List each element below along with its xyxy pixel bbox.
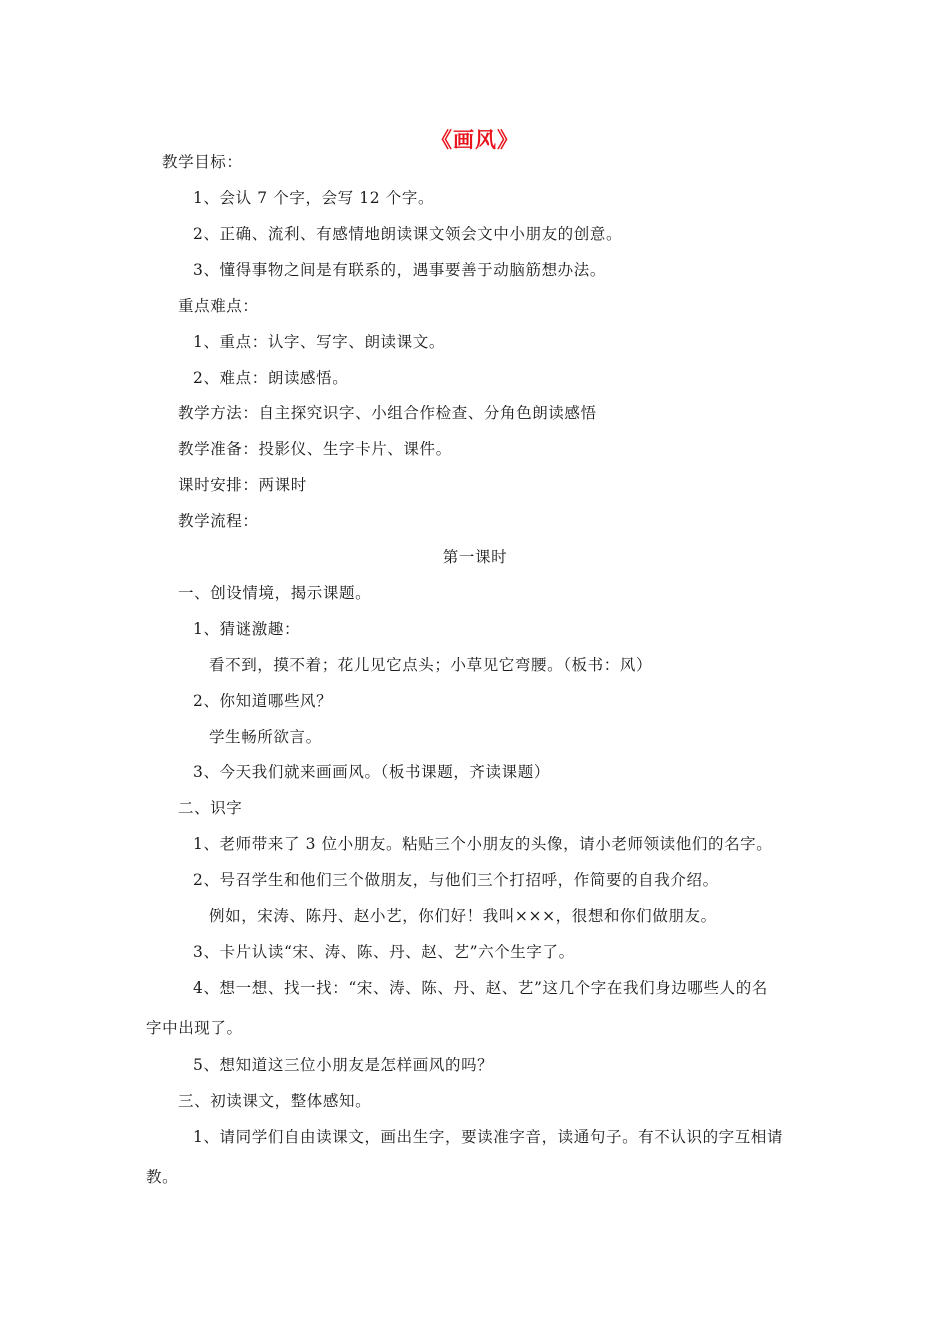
example-text: 例如，宋涛、陈丹、赵小艺，你们好！我叫×××，很想和你们做朋友。 — [209, 907, 717, 925]
objectives-heading: 教学目标： — [162, 153, 243, 171]
teaching-method: 教学方法：自主探究识字、小组合作检查、分角色朗读感悟 — [178, 404, 597, 422]
list-item-continuation: 字中出现了。 — [146, 1019, 243, 1037]
list-item: 1、请同学们自由读课文，画出生字，要读准字音，读通句子。有不认识的字互相请 — [193, 1128, 784, 1146]
flow-heading: 教学流程： — [178, 512, 259, 530]
list-item: 3、今天我们就来画画风。（板书课题，齐读课题） — [193, 763, 550, 781]
key-points-heading: 重点难点： — [178, 297, 259, 315]
list-item: 3、卡片认读“宋、涛、陈、丹、赵、艺”六个生字了。 — [193, 943, 575, 961]
section-heading: 三、初读课文，整体感知。 — [178, 1092, 372, 1110]
list-item-continuation: 教。 — [146, 1168, 179, 1186]
list-item: 1、老师带来了 3 位小朋友。粘贴三个小朋友的头像，请小老师领读他们的名字。 — [193, 835, 773, 853]
key-point-item: 1、重点：认字、写字、朗读课文。 — [193, 333, 445, 351]
objective-item: 2、正确、流利、有感情地朗读课文领会文中小朋友的创意。 — [193, 225, 623, 243]
objective-item: 1、会认 7 个字，会写 12 个字。 — [193, 189, 435, 207]
objective-item: 3、懂得事物之间是有联系的，遇事要善于动脑筋想办法。 — [193, 261, 606, 279]
lesson-schedule: 课时安排：两课时 — [178, 476, 307, 494]
list-item: 2、号召学生和他们三个做朋友，与他们三个打招呼，作简要的自我介绍。 — [193, 871, 719, 889]
list-item: 5、想知道这三位小朋友是怎样画风的吗？ — [193, 1056, 494, 1074]
teaching-preparation: 教学准备：投影仪、生字卡片、课件。 — [178, 440, 452, 458]
section-heading: 一、创设情境，揭示课题。 — [178, 584, 372, 602]
lesson-heading: 第一课时 — [442, 548, 508, 566]
list-item: 2、你知道哪些风？ — [193, 692, 333, 710]
section-heading: 二、识字 — [178, 799, 243, 817]
list-item: 1、猜谜激趣： — [193, 620, 301, 638]
list-item: 4、想一想、找一找：“宋、涛、陈、丹、赵、艺”这几个字在我们身边哪些人的名 — [193, 979, 768, 997]
key-point-item: 2、难点：朗读感悟。 — [193, 369, 349, 387]
riddle-text: 看不到，摸不着；花儿见它点头；小草见它弯腰。（板书：风） — [209, 656, 653, 674]
answer-text: 学生畅所欲言。 — [209, 728, 322, 746]
document-title: 《画风》 — [431, 128, 519, 152]
